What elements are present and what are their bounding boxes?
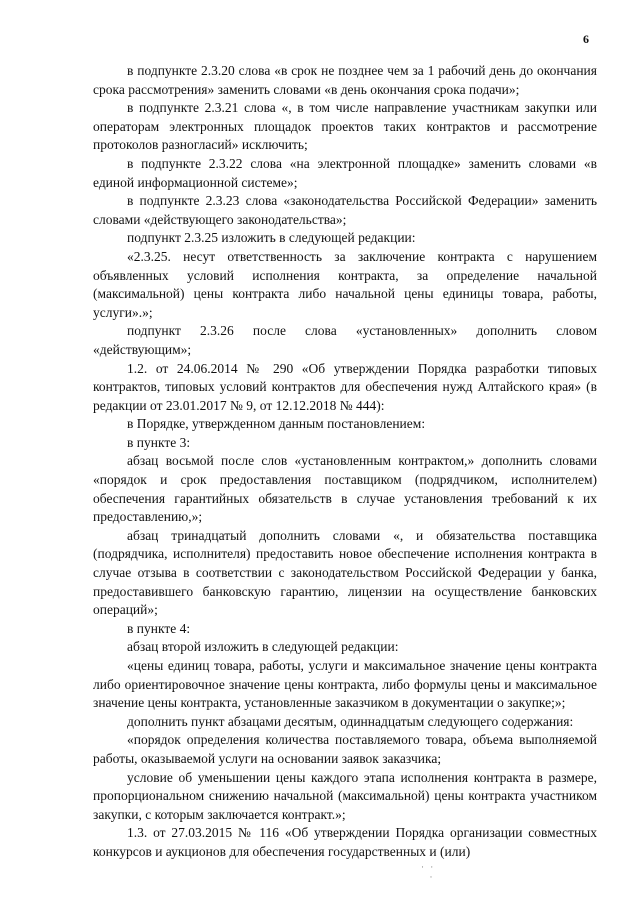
paragraph: «порядок определения количества поставляемого товара, объема выполняемой работы, оказываемой услуги на основании заявок заказчика; (93, 732, 597, 766)
paragraph: в подпункте 2.3.23 слова «законодательства Российской Федерации» заменить словами «действующего законодательства»; (93, 193, 597, 227)
paragraph: «2.3.25. несут ответственность за заключение контракта с нарушением объявленных условий исполнения контракта, за определение начальной (максимальной) цены контракта либо начальной цены единицы товара, работы, услуги».»; (93, 248, 597, 320)
page-number: 6 (583, 32, 589, 46)
paragraph: в подпункте 2.3.20 слова «в срок не позднее чем за 1 рабочий день до окончания срока рассмотрения» заменить словами «в день окончания срока подачи»; (93, 63, 597, 97)
paragraph: в пункте 3: (127, 434, 191, 450)
paragraph: в пункте 4: (127, 620, 191, 636)
document-body (93, 62, 597, 862)
paragraph: подпункт 2.3.25 изложить в следующей редакции: (127, 230, 416, 246)
paragraph: в Порядке, утвержденном данным постановлением: (127, 416, 426, 432)
paragraph: 1.3. от 27.03.2015 № 116 «Об утверждении Порядка организации совместных конкурсов и аукционов для обеспечения государственных и (или) (93, 825, 597, 859)
paragraph: абзац второй изложить в следующей редакции: (127, 639, 399, 655)
paragraph: в подпункте 2.3.21 слова «, в том числе направление участникам закупки или операторам электронных площадок проектов таких контрактов и рассмотрение протоколов разногласий» исключить; (93, 100, 597, 153)
paragraph: подпункт 2.3.26 после слова «установленных» дополнить словом «действующим»; (93, 323, 597, 357)
paragraph: условие об уменьшении цены каждого этапа исполнения контракта в размере, пропорциональном снижению начальной (максимальной) цены контракта участником закупки, с которым заключается контракт.»; (93, 769, 597, 822)
paragraph: абзац тринадцатый дополнить словами «, и обязательства поставщика (подрядчика, исполнителя) предоставить новое обеспечение исполнения контракта в случае отзыва в соответствии с законодательством Российской Федерации у банка, предоставившего банковскую гарантию, лицензии на осуществление банковских операций»; (93, 527, 597, 618)
paragraph: «цены единиц товара, работы, услуги и максимальное значение цены контракта либо ориентировочное значение цены контракта, либо формулы цены и максимальное значение цены контракта, установленные заказчиком в документации о закупке;»; (93, 658, 597, 711)
paragraph: дополнить пункт абзацами десятым, одиннадцатым следующего содержания: (127, 713, 574, 729)
scan-speckle: · · · (421, 862, 436, 882)
paragraph: в подпункте 2.3.22 слова «на электронной площадке» заменить словами «в единой информационной системе»; (93, 155, 597, 190)
paragraph: 1.2. от 24.06.2014 № 290 «Об утверждении Порядка разработки типовых контрактов, типовых условий контрактов для обеспечения нужд Алтайского края» (в редакции от 23.01.2017 № 9, от 12.12.2018 № 444): (93, 360, 597, 413)
paragraph: абзац восьмой после слов «установленным контрактом,» дополнить словами «порядок и срок предоставления поставщиком (подрядчиком, исполнителем) обеспечения гарантийных обязательств в случае установления требований к их предоставлению,»; (93, 453, 597, 525)
